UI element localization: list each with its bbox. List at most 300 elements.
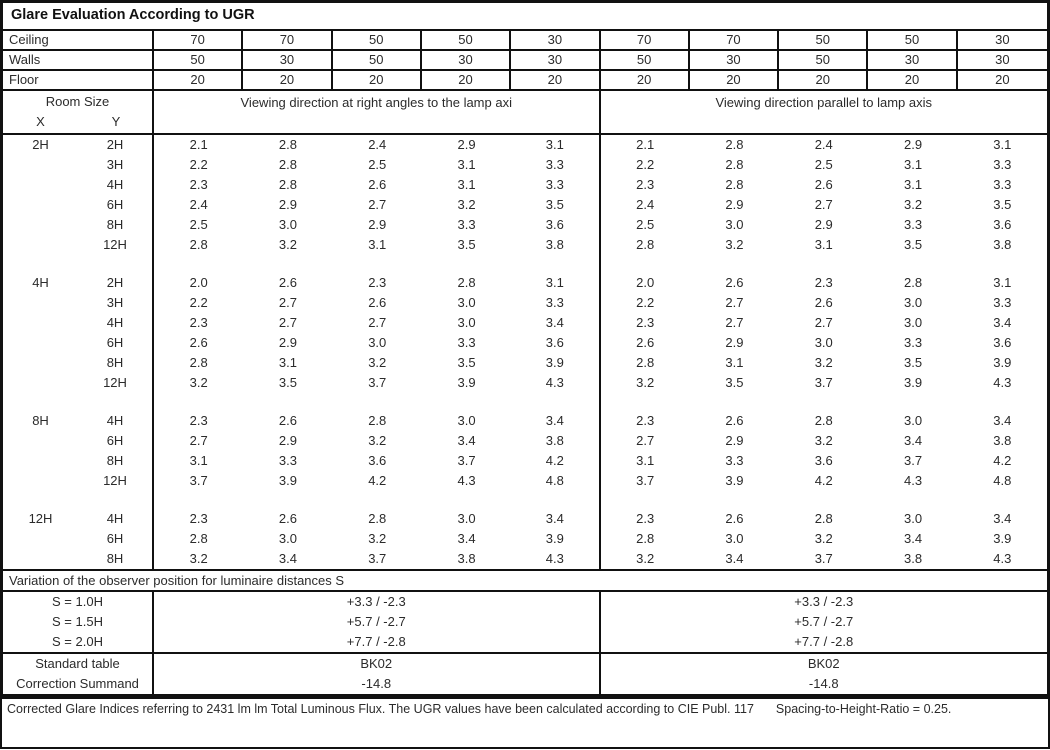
ugr-value: 2.8	[636, 531, 655, 546]
room-x-value	[3, 333, 78, 353]
ugr-value: 3.8	[457, 551, 476, 566]
ugr-value: 2.7	[278, 315, 297, 330]
surface-value: 30	[868, 51, 957, 69]
ugr-value: 3.4	[993, 413, 1012, 428]
ugr-value: 2.7	[725, 295, 744, 310]
ugr-value: 3.3	[725, 453, 744, 468]
ugr-value	[333, 255, 422, 273]
room-x-value	[3, 373, 78, 393]
ugr-value: 3.9	[993, 355, 1012, 370]
surface-value: 30	[511, 31, 600, 49]
room-x-value	[3, 471, 78, 491]
observer-variation-row-right-value: +7.7 / -2.8	[794, 634, 854, 649]
ugr-value: 3.5	[278, 375, 297, 390]
ugr-value: 3.5	[457, 355, 476, 370]
surface-row	[3, 51, 1047, 71]
surface-value: 20	[868, 71, 957, 89]
ugr-value: 3.4	[511, 411, 600, 431]
observer-variation-row-left-value: +7.7 / -2.8	[154, 632, 601, 652]
table-row	[3, 215, 1047, 235]
surface-value: 50	[779, 51, 868, 69]
ugr-value: 3.2	[368, 355, 387, 370]
ugr-value: 3.0	[904, 295, 923, 310]
ugr-value: 3.8	[511, 235, 600, 255]
ugr-value: 3.4	[511, 509, 600, 529]
ugr-value: 3.7	[814, 551, 833, 566]
observer-variation-row	[3, 612, 1047, 632]
ugr-value: 2.6	[368, 177, 387, 192]
surface-value: 20	[601, 71, 690, 89]
ugr-value: 2.7	[725, 315, 744, 330]
ugr-value: 2.2	[636, 157, 655, 172]
observer-variation-row-label: S = 1.5H	[3, 612, 154, 632]
ugr-value: 2.6	[636, 335, 655, 350]
ugr-value: 3.0	[278, 531, 297, 546]
ugr-value: 3.8	[993, 433, 1012, 448]
surface-value: 50	[333, 51, 422, 69]
observer-variation-row-label: S = 1.0H	[3, 592, 154, 612]
ugr-value: 3.2	[636, 375, 655, 390]
surface-value: 30	[422, 51, 511, 69]
ugr-value: 3.3	[457, 217, 476, 232]
surface-value: 30	[511, 51, 600, 69]
ugr-value	[690, 393, 779, 411]
ugr-value	[601, 255, 690, 273]
ugr-value: 2.8	[368, 413, 387, 428]
ugr-value: 2.4	[189, 197, 208, 212]
ugr-value: 2.7	[368, 197, 387, 212]
room-y-value: 6H	[78, 195, 154, 215]
ugr-value: 3.4	[511, 313, 600, 333]
ugr-value: 3.0	[904, 315, 923, 330]
table-row	[3, 135, 1047, 155]
table-row	[3, 411, 1047, 431]
ugr-value	[243, 491, 332, 509]
ugr-value: 2.6	[814, 177, 833, 192]
ugr-value: 3.4	[904, 433, 923, 448]
surface-value: 50	[154, 51, 243, 69]
ugr-value: 2.8	[278, 157, 297, 172]
ugr-value: 2.8	[368, 511, 387, 526]
ugr-value: 2.6	[368, 295, 387, 310]
ugr-value: 4.3	[993, 375, 1012, 390]
table-row	[3, 175, 1047, 195]
ugr-value: 2.0	[636, 275, 655, 290]
viewing-direction-right-angles-heading: Viewing direction at right angles to the lamp axi	[154, 91, 601, 133]
ugr-value: 3.2	[457, 197, 476, 212]
ugr-value: 2.3	[636, 315, 655, 330]
ugr-value: 3.4	[457, 433, 476, 448]
ugr-value: 2.7	[278, 295, 297, 310]
surface-row	[3, 31, 1047, 51]
surface-label: Ceiling	[3, 31, 154, 49]
spacing-to-height-ratio: Spacing-to-Height-Ratio = 0.25.	[775, 702, 952, 716]
table-row	[3, 471, 1047, 491]
surface-value: 70	[690, 31, 779, 49]
room-y-value: 2H	[78, 135, 154, 155]
ugr-value: 3.9	[725, 473, 744, 488]
surface-value: 50	[422, 31, 511, 49]
ugr-value: 3.1	[725, 355, 744, 370]
ugr-value	[243, 393, 332, 411]
surface-value: 70	[601, 31, 690, 49]
ugr-value: 2.9	[814, 217, 833, 232]
ugr-value: 3.4	[904, 531, 923, 546]
table-row	[3, 195, 1047, 215]
ugr-value: 3.4	[993, 315, 1012, 330]
ugr-value: 3.3	[904, 217, 923, 232]
ugr-value: 2.8	[725, 137, 744, 152]
summary-row	[3, 654, 1047, 674]
room-y-value: 8H	[78, 451, 154, 471]
ugr-value: 2.7	[189, 433, 208, 448]
ugr-value: 2.1	[189, 137, 208, 152]
room-y-value	[78, 393, 154, 411]
ugr-value: 2.9	[904, 137, 923, 152]
ugr-value: 3.4	[278, 551, 297, 566]
ugr-value: 2.8	[725, 177, 744, 192]
ugr-value	[958, 393, 1047, 411]
ugr-value: 3.5	[457, 237, 476, 252]
surface-value: 20	[243, 71, 332, 89]
room-y-value: 6H	[78, 431, 154, 451]
ugr-value: 3.9	[993, 531, 1012, 546]
ugr-value: 2.7	[814, 315, 833, 330]
ugr-value: 3.0	[814, 335, 833, 350]
ugr-value: 3.7	[189, 473, 208, 488]
ugr-value: 3.7	[368, 375, 387, 390]
ugr-value: 3.5	[904, 237, 923, 252]
ugr-value: 3.9	[511, 353, 600, 373]
ugr-value: 3.7	[814, 375, 833, 390]
ugr-value: 4.2	[814, 473, 833, 488]
ugr-value: 3.5	[993, 197, 1012, 212]
ugr-value	[422, 393, 511, 411]
ugr-value: 2.8	[189, 237, 208, 252]
ugr-value: 3.0	[725, 531, 744, 546]
ugr-value: 3.3	[511, 155, 600, 175]
ugr-value: 4.2	[993, 453, 1012, 468]
ugr-value: 2.4	[368, 137, 387, 152]
ugr-value: 2.3	[814, 275, 833, 290]
room-x-value	[3, 491, 78, 509]
ugr-value: 3.8	[904, 551, 923, 566]
ugr-value: 3.0	[904, 413, 923, 428]
observer-variation-row-left-value: +3.3 / -2.3	[154, 592, 601, 612]
ugr-value: 3.0	[457, 413, 476, 428]
spacer-row	[3, 491, 1047, 509]
surface-value: 30	[995, 52, 1010, 67]
ugr-value: 3.8	[511, 431, 600, 451]
ugr-value	[333, 393, 422, 411]
observer-variation-row-label: S = 2.0H	[3, 632, 154, 652]
ugr-value: 3.0	[278, 217, 297, 232]
surface-value: 50	[868, 31, 957, 49]
room-x-value: 8H	[32, 413, 49, 428]
table-row	[3, 333, 1047, 353]
column-header-band	[3, 91, 1047, 135]
table-row	[3, 353, 1047, 373]
ugr-value: 3.4	[993, 511, 1012, 526]
ugr-value: 2.5	[368, 157, 387, 172]
ugr-value: 2.5	[814, 157, 833, 172]
room-x-value	[3, 529, 78, 549]
ugr-value	[690, 491, 779, 509]
room-x-value: 2H	[32, 137, 49, 152]
ugr-value: 3.3	[904, 335, 923, 350]
ugr-value: 3.2	[814, 531, 833, 546]
observer-variation-row-left-value: +5.7 / -2.7	[154, 612, 601, 632]
surface-value: 20	[154, 71, 243, 89]
ugr-value: 4.8	[993, 473, 1012, 488]
ugr-value: 3.1	[814, 237, 833, 252]
ugr-value	[422, 255, 511, 273]
ugr-value	[154, 255, 243, 273]
ugr-value: 3.1	[457, 157, 476, 172]
ugr-value: 2.8	[189, 531, 208, 546]
surface-value: 50	[333, 31, 422, 49]
spacer-row	[3, 255, 1047, 273]
room-x-value	[3, 175, 78, 195]
summary-row-label: Standard table	[3, 654, 154, 674]
room-x-value	[3, 451, 78, 471]
ugr-value: 4.3	[904, 473, 923, 488]
table-row	[3, 451, 1047, 471]
spacer-row	[3, 393, 1047, 411]
table-row	[3, 235, 1047, 255]
table-row	[3, 313, 1047, 333]
table-row	[3, 431, 1047, 451]
ugr-value: 3.3	[457, 335, 476, 350]
ugr-value: 3.6	[511, 215, 600, 235]
ugr-value	[511, 393, 600, 411]
ugr-value: 3.5	[511, 195, 600, 215]
summary-section	[3, 654, 1047, 694]
surface-value: 20	[333, 71, 422, 89]
observer-variation-row	[3, 592, 1047, 612]
surface-reflectance-section	[3, 31, 1047, 91]
summary-row-left-value: BK02	[154, 654, 601, 674]
surface-value: 20	[779, 71, 868, 89]
ugr-value: 3.1	[904, 157, 923, 172]
ugr-value: 3.2	[278, 237, 297, 252]
ugr-value: 2.9	[725, 335, 744, 350]
ugr-value	[958, 255, 1047, 273]
ugr-value: 2.5	[636, 217, 655, 232]
summary-row	[3, 674, 1047, 694]
ugr-value: 3.9	[511, 529, 600, 549]
ugr-value: 3.7	[368, 551, 387, 566]
ugr-value: 2.9	[278, 433, 297, 448]
surface-value: 50	[779, 31, 868, 49]
observer-position-variation-section	[3, 592, 1047, 654]
room-x-value	[3, 293, 78, 313]
room-y-value: 4H	[78, 313, 154, 333]
ugr-value: 2.2	[189, 157, 208, 172]
ugr-value: 2.7	[368, 315, 387, 330]
room-y-value: 2H	[78, 273, 154, 293]
room-x-value	[3, 353, 78, 373]
ugr-value	[333, 491, 422, 509]
ugr-value: 3.6	[368, 453, 387, 468]
ugr-value: 3.0	[457, 511, 476, 526]
ugr-value	[690, 255, 779, 273]
ugr-value: 3.7	[457, 453, 476, 468]
ugr-value: 2.8	[814, 511, 833, 526]
ugr-value: 2.7	[636, 433, 655, 448]
ugr-value: 3.1	[904, 177, 923, 192]
ugr-value: 3.1	[636, 453, 655, 468]
surface-row	[3, 71, 1047, 91]
ugr-value: 3.9	[904, 375, 923, 390]
room-x-value	[3, 155, 78, 175]
ugr-value: 2.6	[725, 511, 744, 526]
room-x-value	[3, 235, 78, 255]
ugr-value: 3.1	[278, 355, 297, 370]
ugr-value: 3.7	[636, 473, 655, 488]
room-y-value	[78, 491, 154, 509]
ugr-value: 4.3	[457, 473, 476, 488]
ugr-value: 3.1	[993, 275, 1012, 290]
ugr-value: 3.1	[511, 273, 600, 293]
ugr-value: 3.2	[189, 375, 208, 390]
ugr-value	[601, 393, 690, 411]
y-axis-label: Y	[111, 114, 121, 129]
ugr-value: 3.4	[725, 551, 744, 566]
ugr-value: 3.6	[814, 453, 833, 468]
ugr-value: 2.3	[189, 177, 208, 192]
ugr-value: 2.6	[278, 511, 297, 526]
ugr-value: 3.1	[189, 453, 208, 468]
ugr-value	[958, 491, 1047, 509]
ugr-value: 3.6	[511, 333, 600, 353]
room-size-label: Room Size	[45, 94, 110, 109]
room-y-value: 4H	[78, 411, 154, 431]
ugr-value: 3.2	[814, 355, 833, 370]
ugr-value: 3.1	[368, 237, 387, 252]
summary-row-left-value: -14.8	[154, 674, 601, 694]
room-x-value	[3, 431, 78, 451]
ugr-value: 3.5	[725, 375, 744, 390]
ugr-value: 2.9	[725, 197, 744, 212]
room-y-value: 12H	[78, 235, 154, 255]
viewing-direction-parallel-heading: Viewing direction parallel to lamp axis	[715, 95, 933, 110]
ugr-value	[779, 255, 868, 273]
ugr-value: 2.8	[904, 275, 923, 290]
ugr-value: 2.6	[189, 335, 208, 350]
ugr-value	[868, 255, 957, 273]
ugr-value: 2.3	[636, 511, 655, 526]
ugr-value	[601, 491, 690, 509]
ugr-value: 3.7	[904, 453, 923, 468]
room-x-value	[3, 255, 78, 273]
ugr-value: 4.3	[511, 373, 600, 393]
ugr-value: 2.8	[636, 355, 655, 370]
room-y-value: 12H	[78, 373, 154, 393]
ugr-value: 3.0	[457, 295, 476, 310]
table-row	[3, 293, 1047, 313]
ugr-value: 3.9	[457, 375, 476, 390]
room-x-value: 4H	[32, 275, 49, 290]
ugr-value: 3.2	[904, 197, 923, 212]
summary-row-right-value: BK02	[807, 656, 840, 671]
room-y-value: 6H	[78, 333, 154, 353]
surface-value: 30	[995, 32, 1010, 47]
ugr-value: 3.6	[993, 335, 1012, 350]
ugr-value: 2.6	[814, 295, 833, 310]
ugr-value: 2.9	[278, 197, 297, 212]
ugr-value	[511, 255, 600, 273]
ugr-value: 2.2	[636, 295, 655, 310]
room-x-value	[3, 195, 78, 215]
ugr-value: 2.3	[189, 413, 208, 428]
ugr-value: 2.6	[278, 413, 297, 428]
ugr-value: 2.8	[725, 157, 744, 172]
ugr-value: 2.9	[457, 137, 476, 152]
ugr-value: 2.9	[725, 433, 744, 448]
ugr-value: 3.2	[636, 551, 655, 566]
room-x-value: 12H	[28, 511, 53, 526]
ugr-value: 3.2	[368, 433, 387, 448]
variation-heading: Variation of the observer position for luminaire distances S	[3, 571, 1047, 592]
ugr-value: 3.3	[278, 453, 297, 468]
ugr-value: 3.0	[457, 315, 476, 330]
ugr-value	[868, 491, 957, 509]
room-x-value	[3, 215, 78, 235]
ugr-value: 2.4	[636, 197, 655, 212]
ugr-value: 2.8	[189, 355, 208, 370]
ugr-value: 2.6	[278, 275, 297, 290]
ugr-value: 3.1	[993, 137, 1012, 152]
ugr-value: 3.1	[511, 135, 600, 155]
ugr-value: 4.2	[511, 451, 600, 471]
surface-label: Floor	[3, 71, 154, 89]
room-y-value: 4H	[78, 175, 154, 195]
surface-value: 50	[601, 51, 690, 69]
ugr-value: 2.9	[368, 217, 387, 232]
ugr-value: 3.8	[993, 237, 1012, 252]
surface-value: 30	[690, 51, 779, 69]
ugr-value: 4.8	[511, 471, 600, 491]
ugr-value	[154, 393, 243, 411]
ugr-value: 2.8	[636, 237, 655, 252]
room-y-value: 8H	[78, 549, 154, 569]
observer-variation-row	[3, 632, 1047, 652]
room-y-value	[78, 255, 154, 273]
ugr-values-section	[3, 135, 1047, 571]
surface-value: 20	[422, 71, 511, 89]
table-row	[3, 373, 1047, 393]
ugr-value: 4.3	[511, 549, 600, 569]
ugr-value	[779, 491, 868, 509]
ugr-value: 2.8	[278, 177, 297, 192]
room-y-value: 8H	[78, 353, 154, 373]
ugr-value: 3.0	[725, 217, 744, 232]
footer-note: Corrected Glare Indices referring to 2431 lm lm Total Luminous Flux. The UGR values have been calculated according to CIE Publ. 117	[7, 702, 754, 716]
surface-value: 70	[154, 31, 243, 49]
ugr-value: 2.8	[278, 137, 297, 152]
ugr-value: 2.3	[636, 413, 655, 428]
observer-variation-row-right-value: +5.7 / -2.7	[794, 614, 854, 629]
ugr-value: 3.3	[511, 293, 600, 313]
surface-value: 20	[690, 71, 779, 89]
ugr-value: 3.2	[725, 237, 744, 252]
ugr-value: 3.0	[904, 511, 923, 526]
summary-row-right-value: -14.8	[808, 676, 839, 691]
ugr-value: 3.3	[993, 295, 1012, 310]
room-y-value: 4H	[78, 509, 154, 529]
ugr-value: 3.3	[993, 177, 1012, 192]
